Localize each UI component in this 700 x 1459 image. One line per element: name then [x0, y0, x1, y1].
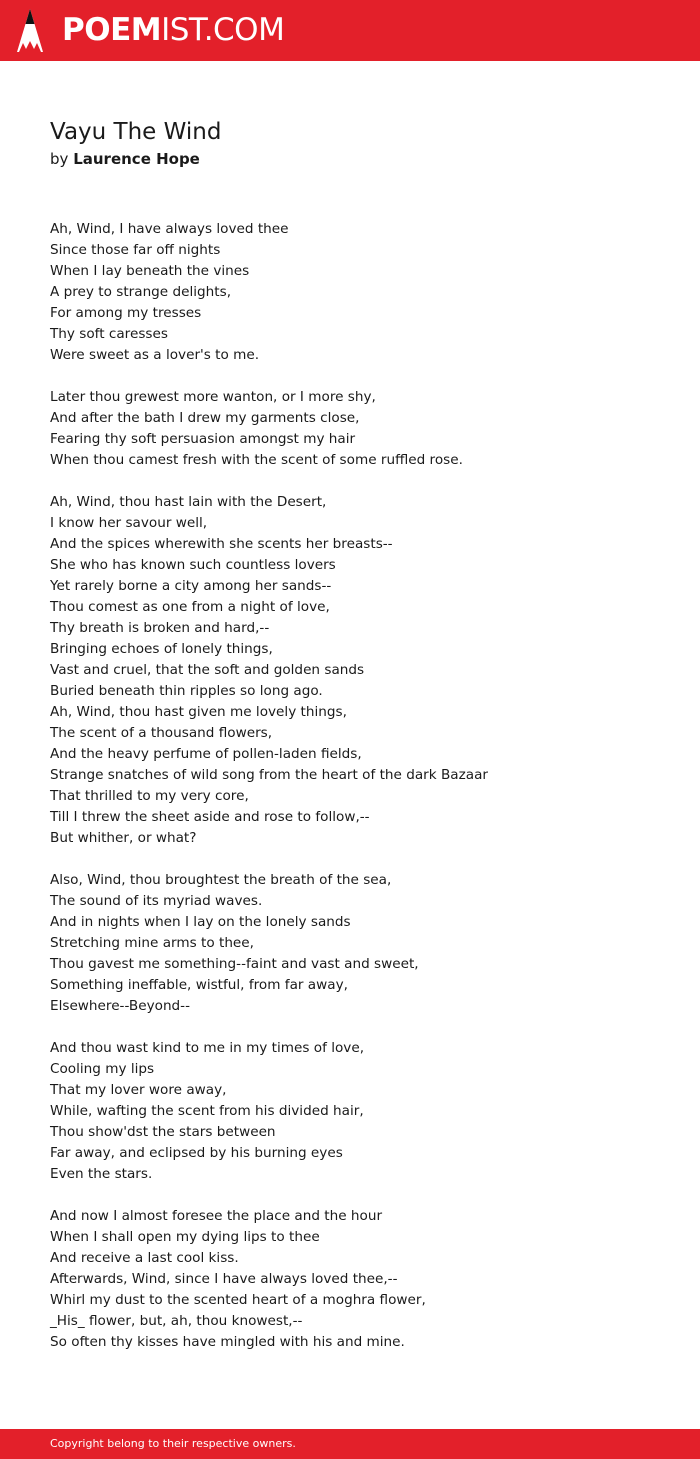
poem-line: Ah, Wind, thou hast given me lovely things, [50, 704, 347, 720]
poem-line: Thou gavest me something--faint and vast and sweet, [50, 956, 419, 972]
poem-line: Far away, and eclipsed by his burning eyes [50, 1145, 343, 1161]
poem-line: Thou comest as one from a night of love, [50, 599, 330, 615]
poem-line: And in nights when I lay on the lonely sands [50, 914, 351, 930]
poem-line: And the heavy perfume of pollen-laden fields, [50, 746, 362, 762]
poem-line: And now I almost foresee the place and the hour [50, 1208, 383, 1224]
poem-line: And thou wast kind to me in my times of love, [50, 1040, 365, 1056]
poem-line: Buried beneath thin ripples so long ago. [50, 683, 323, 699]
poem-line: That thrilled to my very core, [50, 788, 249, 804]
poem-line: And the spices wherewith she scents her breasts-- [50, 536, 393, 552]
poem-body [50, 219, 670, 1374]
poem-line: Later thou grewest more wanton, or I more shy, [50, 389, 376, 405]
byline [50, 148, 200, 170]
stanza [50, 219, 670, 366]
poem-line: Since those far off nights [50, 242, 221, 258]
poem-title: Vayu The Wind [50, 119, 222, 145]
by-label: by [50, 150, 69, 168]
poem-line: So often thy kisses have mingled with his and mine. [50, 1334, 405, 1350]
poem-line: The sound of its myriad waves. [50, 893, 263, 909]
poem-line: And receive a last cool kiss. [50, 1250, 239, 1266]
author-name[interactable]: Laurence Hope [73, 150, 200, 168]
poem-line: I know her savour well, [50, 515, 208, 531]
pencil-tip-icon[interactable] [17, 9, 43, 52]
poem-line: While, wafting the scent from his divided hair, [50, 1103, 364, 1119]
poem-line: Elsewhere--Beyond-- [50, 998, 190, 1014]
stanza [50, 1206, 670, 1353]
poem-line: For among my tresses [50, 305, 202, 321]
poem-line: The scent of a thousand flowers, [50, 725, 273, 741]
brand-name-bold: POEM [62, 12, 162, 48]
poem-line: Fearing thy soft persuasion amongst my hair [50, 431, 356, 447]
poem-line: Thy soft caresses [50, 326, 168, 342]
poem-line: Ah, Wind, thou hast lain with the Desert, [50, 494, 327, 510]
poem-line: When I lay beneath the vines [50, 263, 250, 279]
poem-line: Cooling my lips [50, 1061, 155, 1077]
poem-line: A prey to strange delights, [50, 284, 232, 300]
site-logo-text[interactable] [62, 12, 284, 48]
poem-line: _His_ flower, but, ah, thou knowest,-- [50, 1313, 303, 1329]
copyright-notice: Copyright belong to their respective owners. [50, 1437, 296, 1450]
poem-line: But whither, or what? [50, 830, 197, 846]
poem-line: When thou camest fresh with the scent of some ruffled rose. [50, 452, 463, 468]
poem-line: Vast and cruel, that the soft and golden sands [50, 662, 365, 678]
poem-line: Also, Wind, thou broughtest the breath of the sea, [50, 872, 392, 888]
poem-line: Thou show'dst the stars between [50, 1124, 276, 1140]
poem-line: She who has known such countless lovers [50, 557, 336, 573]
poem-line: Whirl my dust to the scented heart of a moghra flower, [50, 1292, 426, 1308]
poem-line: That my lover wore away, [50, 1082, 227, 1098]
poem-line: Afterwards, Wind, since I have always loved thee,-- [50, 1271, 398, 1287]
poem-line: And after the bath I drew my garments close, [50, 410, 360, 426]
poem-line: Thy breath is broken and hard,-- [50, 620, 270, 636]
poem-line: Stretching mine arms to thee, [50, 935, 254, 951]
poem-line: Even the stars. [50, 1166, 153, 1182]
poem-line: Yet rarely borne a city among her sands-- [50, 578, 332, 594]
poem-line: Strange snatches of wild song from the heart of the dark Bazaar [50, 767, 489, 783]
brand-name-light: IST.COM [161, 12, 285, 48]
poem-line: Bringing echoes of lonely things, [50, 641, 273, 657]
poem-line: Ah, Wind, I have always loved thee [50, 221, 289, 237]
site-footer [0, 1429, 700, 1459]
poem-line: When I shall open my dying lips to thee [50, 1229, 320, 1245]
poem-line: Something ineffable, wistful, from far away, [50, 977, 348, 993]
stanza [50, 1038, 670, 1185]
stanza [50, 387, 670, 471]
site-header [0, 0, 700, 61]
poem-line: Were sweet as a lover's to me. [50, 347, 260, 363]
stanza [50, 870, 670, 1017]
stanza [50, 492, 670, 849]
poem-line: Till I threw the sheet aside and rose to follow,-- [50, 809, 370, 825]
